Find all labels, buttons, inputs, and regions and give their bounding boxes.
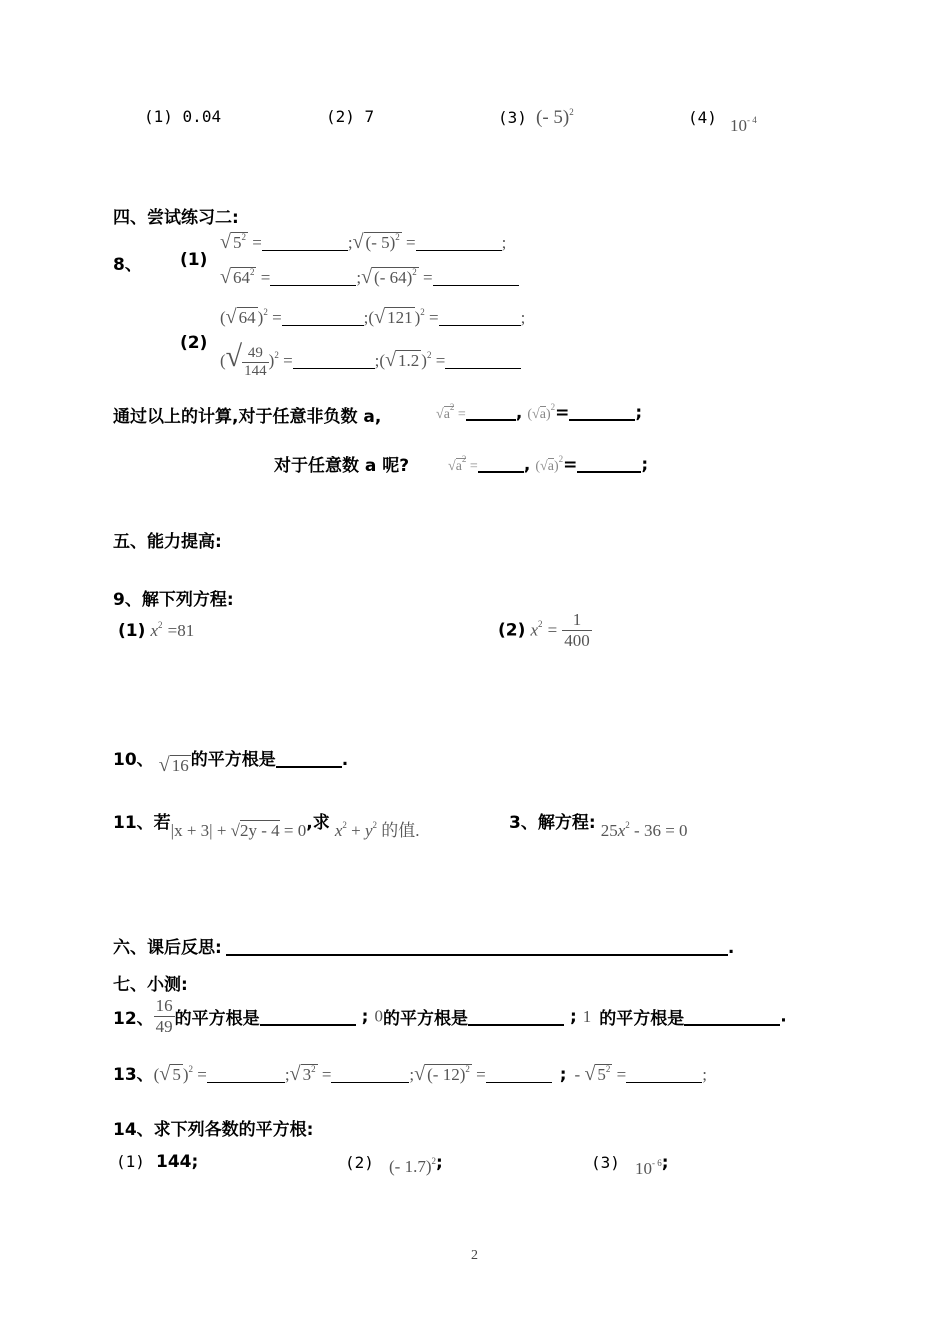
section-6-heading: 六、课后反思: [113, 938, 222, 958]
q13-b: 3 [302, 1065, 312, 1084]
q3-exp: 2 [625, 820, 630, 830]
q9-2-exp: 2 [538, 619, 543, 629]
blank[interactable] [293, 351, 375, 369]
sqrt-a-squared: $(√a)^2$ [535, 454, 564, 474]
q10 [113, 745, 349, 776]
r1a-exp: 2 [241, 232, 246, 242]
q13-expr-a: (√ 5 )$^2$ = [153, 1063, 207, 1085]
semi: ; [501, 233, 507, 252]
q9-2-frac [562, 610, 592, 651]
item-3 [498, 107, 574, 129]
blank[interactable] [439, 308, 521, 326]
item-1-label: (1) [144, 107, 173, 126]
q8-part1-label: (1) [180, 250, 208, 270]
item-4 [688, 107, 757, 135]
r4b-base: 1.2 [398, 351, 420, 370]
q10-rad: 16 [171, 756, 189, 775]
exp: 2 [465, 1064, 470, 1074]
eq: = [616, 1065, 627, 1084]
page-number: 2 [471, 1248, 478, 1263]
q9-1-var: x [150, 621, 159, 640]
q14-heading: 14、求下列各数的平方根: [113, 1120, 314, 1140]
blank[interactable] [260, 1007, 356, 1026]
q13 [113, 1060, 707, 1086]
item-1-value: 0.04 [182, 107, 222, 126]
blank[interactable] [445, 351, 521, 369]
r4a-exp: 2 [274, 350, 279, 360]
q11-mid: ,求 [306, 813, 330, 833]
section-4-heading: 四、尝试练习二: [113, 208, 239, 228]
q13-d: 5 [597, 1065, 606, 1084]
q12-zero: 0 [374, 1006, 383, 1026]
q11 [113, 808, 420, 840]
item-3-value: (- 5) [536, 107, 570, 128]
item-3-label: (3) [498, 108, 527, 127]
r4b-exp: 2 [426, 350, 432, 360]
q11-rad: 2y - 4 [240, 821, 280, 840]
a-exp: 2 [461, 454, 467, 464]
sqrt-a-squared: $(√a)^2$ [527, 402, 556, 422]
q14-3-exp: - 6 [652, 1158, 662, 1168]
q14-2 [345, 1152, 443, 1176]
q8-row3: (√ 64 )$^2$ = ;(√ 121 )$^2$ = ; [220, 306, 526, 328]
eq: = [457, 407, 466, 422]
eq: = [563, 455, 578, 475]
section-6 [113, 933, 734, 958]
item-4-exp: - 4 [747, 115, 757, 125]
q12-num: 16 [155, 996, 173, 1015]
exp: 2 [188, 1064, 193, 1074]
semi: ; [284, 1065, 290, 1084]
q13-expr-c: √ (- 12)$^2$ = [414, 1063, 486, 1085]
plus: + [346, 821, 365, 840]
eq: = [476, 1065, 486, 1084]
semi: ; [363, 308, 369, 327]
q9-heading: 9、解下列方程: [113, 590, 234, 610]
q13-number: 13、 [113, 1065, 154, 1085]
comma: , [523, 455, 531, 475]
minus: - [574, 1065, 581, 1084]
eq: = [469, 459, 478, 474]
r4a-eq: = [283, 351, 293, 370]
q14-1 [116, 1152, 198, 1172]
r3b-exp: 2 [420, 307, 425, 317]
q12-text-3: 的平方根是 [599, 1009, 685, 1029]
exp: 2 [550, 402, 556, 412]
r3a-exp: 2 [263, 307, 268, 317]
q3-label: 3、解方程: [509, 813, 596, 833]
q14-3-tail: ; [661, 1153, 669, 1173]
a-var: a [455, 459, 462, 474]
r4a-den: 144 [244, 362, 267, 379]
blank[interactable] [433, 268, 519, 286]
q8-number: 8、 [113, 255, 142, 275]
summary-2-text: 对于任意数 a 呢? [274, 456, 410, 476]
r1a-eq: = [252, 233, 262, 252]
r4a-num: 49 [242, 345, 269, 363]
q8-part2-label: (2) [180, 333, 208, 353]
item-2-value: 7 [364, 107, 375, 126]
semi: ; [520, 308, 526, 327]
item-4-label: (4) [688, 108, 717, 127]
blank[interactable] [468, 1007, 564, 1026]
summary-2-exprs [448, 454, 648, 475]
q3 [509, 808, 688, 840]
q9-2-num: 1 [562, 610, 592, 631]
eq: = [321, 1065, 332, 1084]
r3a-base: 64 [238, 308, 256, 327]
sqrt-64: √ 64 [225, 306, 256, 328]
reflection-blank[interactable] [226, 937, 728, 956]
x-var: x [334, 821, 343, 840]
blank[interactable] [478, 454, 524, 473]
y-var: y [364, 821, 373, 840]
q9-2 [498, 610, 592, 651]
section-6-end: . [727, 938, 735, 958]
blank[interactable] [626, 1065, 702, 1083]
summary-line-1 [113, 402, 381, 427]
q3-equation [601, 821, 688, 840]
q12-text-1: 的平方根是 [174, 1009, 260, 1029]
semi: ; [559, 1065, 567, 1085]
a-var: a [547, 459, 554, 474]
r1a-base: 5 [232, 233, 242, 252]
q11-eq: = 0 [283, 821, 307, 840]
eq: = [555, 403, 570, 423]
semi: ; [356, 268, 362, 287]
q9-2-label: (2) [498, 620, 526, 641]
q10-number: 10、 [113, 750, 154, 770]
q11-equation: |x + 3| + √2y - 4 = 0 [170, 821, 307, 840]
item-3-exp: 2 [569, 107, 574, 117]
q9-2-den: 400 [564, 631, 590, 650]
q11-number: 11、若 [113, 813, 171, 833]
q10-text: 的平方根是 [190, 750, 276, 770]
semi: ; [347, 233, 353, 252]
q14-3-label: (3) [591, 1153, 620, 1172]
r2b-eq: = [423, 268, 433, 287]
sqrt-5sq: √ $5^2$ [220, 231, 246, 253]
semi: ; [641, 455, 649, 475]
sqrt-frac-49-144: √ $\frac{49}{144}$ [225, 340, 267, 379]
r2a-eq: = [260, 268, 271, 287]
a-exp: 2 [449, 402, 455, 412]
blank[interactable] [416, 233, 502, 251]
blank[interactable] [270, 268, 356, 286]
q9-1 [118, 620, 194, 641]
q3-coef: 25 [600, 821, 618, 840]
q9-1-rhs: =81 [167, 621, 195, 640]
sqrt-a-sq: $√a^2$ = [436, 402, 466, 422]
comma: , [515, 403, 523, 423]
r2b-exp: 2 [412, 267, 417, 277]
exp: 2 [311, 1064, 316, 1074]
q12-one: 1 [582, 1006, 592, 1026]
r2a-exp: 2 [249, 267, 255, 277]
q3-var: x [617, 821, 626, 840]
q14-2-exp: 2 [431, 1156, 436, 1166]
r1b-eq: = [406, 233, 416, 252]
q9-1-label: (1) [118, 621, 146, 641]
blank[interactable] [684, 1007, 780, 1026]
q8-row1 [220, 231, 506, 254]
exp: 2 [372, 820, 378, 830]
blank[interactable] [569, 402, 635, 421]
q9-2-var: x [530, 620, 539, 640]
section-7-heading: 七、小测: [113, 975, 188, 995]
q12-semi-2: ; [569, 1006, 577, 1027]
q14-3-base: 10 [635, 1159, 652, 1178]
blank[interactable] [331, 1065, 409, 1083]
summary-1-exprs [436, 402, 642, 423]
q14-1-label: (1) [116, 1152, 145, 1171]
a-var: a [539, 407, 546, 422]
item-1 [144, 107, 221, 126]
sqrt-neg5sq: √ (- 5)$^2$ [352, 231, 400, 253]
semi: ; [374, 351, 380, 370]
q12-den: 49 [155, 1017, 173, 1036]
sqrt-64sq: √ $64^2$ [220, 266, 255, 288]
semi: ; [702, 1065, 707, 1084]
q12-frac [154, 996, 175, 1037]
q12 [113, 996, 787, 1037]
sqrt-121: √ 121 [374, 306, 413, 328]
blank[interactable] [282, 308, 364, 326]
q13-expr-d: - √ $5^2$ = [574, 1063, 627, 1085]
q12-semi-1: ; [361, 1006, 369, 1027]
q13-a: 5 [172, 1065, 181, 1084]
q12-number: 12、 [113, 1009, 154, 1029]
a-var: a [443, 407, 450, 422]
item-2 [326, 107, 374, 126]
blank[interactable] [577, 454, 641, 473]
q12-end: . [780, 1006, 787, 1027]
q8-row4: (√ $\frac{49}{144}$ )$^2$ = ;(√ 1.2 )$^2$ = [220, 340, 521, 380]
blank[interactable] [466, 402, 516, 421]
q8-row2 [220, 266, 519, 289]
q11-expr [335, 821, 420, 840]
exp: 2 [605, 1064, 611, 1074]
r2b-base: (- 64) [374, 268, 413, 287]
q14-1-value: 144; [156, 1152, 199, 1172]
blank[interactable] [262, 233, 348, 251]
q14-2-value: (- 1.7) [389, 1157, 432, 1176]
r3b-base: 121 [387, 308, 413, 327]
r1b-exp: 2 [395, 232, 400, 242]
item-4-base: 10 [730, 116, 747, 135]
q13-expr-b: √ $3^2$ = [289, 1063, 332, 1085]
section-5-heading: 五、能力提高: [113, 532, 222, 552]
r2a-base: 64 [232, 268, 250, 287]
blank[interactable] [276, 749, 342, 768]
q9-1-exp: 2 [158, 620, 163, 630]
q14-3 [591, 1152, 669, 1178]
eq: = [197, 1065, 207, 1084]
q14-2-label: (2) [345, 1153, 374, 1172]
q13-c: (- 12) [427, 1065, 466, 1084]
sqrt-a-sq: $√a^2$ = [448, 454, 478, 474]
sqrt-neg64sq: √ (- 64)$^2$ [361, 266, 417, 288]
semi: ; [409, 1065, 415, 1084]
q14-2-tail: ; [435, 1153, 443, 1173]
exp: 2 [558, 454, 564, 464]
q11-tail: 的值. [381, 821, 420, 840]
sqrt-1-2: √ 1.2 [385, 349, 420, 371]
r3a-eq: = [272, 308, 282, 327]
blank[interactable] [207, 1065, 285, 1083]
r1b-base: (- 5) [365, 233, 396, 252]
blank[interactable] [486, 1065, 552, 1083]
r4b-eq: = [435, 351, 446, 370]
exp: 2 [342, 820, 347, 830]
q12-text-2: 的平方根是 [382, 1009, 468, 1029]
r3b-eq: = [428, 308, 439, 327]
sqrt-16: √ 16 [158, 754, 189, 776]
q3-rest: - 36 = 0 [634, 821, 688, 840]
semi: ; [635, 403, 643, 423]
summary-1-text: 通过以上的计算,对于任意非负数 a, [113, 407, 382, 427]
q10-end: . [341, 750, 349, 770]
q9-2-eq: = [547, 620, 558, 640]
q11-abs: x + 3 [174, 821, 210, 840]
item-2-label: (2) [326, 107, 355, 126]
